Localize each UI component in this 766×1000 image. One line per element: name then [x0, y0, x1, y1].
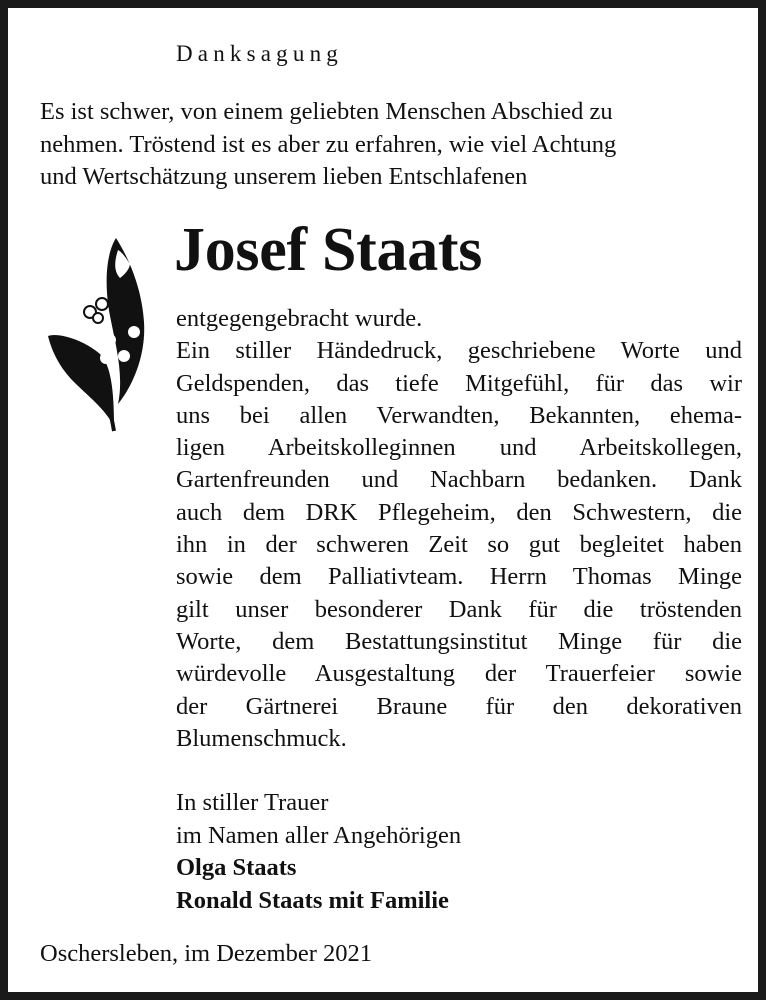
- intro-line: Es ist schwer, von einem geliebten Menschen Abschied zu: [40, 98, 613, 125]
- place-and-date: Oschersleben, im Dezember 2021: [40, 940, 372, 967]
- closing-line: In stiller Trauer: [176, 789, 329, 816]
- deceased-name: Josef Staats: [174, 216, 483, 284]
- notice-heading: Danksagung: [176, 41, 343, 66]
- body-line: Blumenschmuck.: [176, 724, 347, 752]
- body-line: ihn in der schweren Zeit so gut begleitet haben: [176, 531, 742, 559]
- intro-line: und Wertschätzung unserem lieben Entschlafenen: [40, 163, 528, 190]
- body-line: würdevolle Ausgestaltung der Trauerfeier sowie: [176, 660, 742, 688]
- intro-line: nehmen. Tröstend ist es aber zu erfahren, wie viel Achtung: [40, 130, 617, 158]
- body-line: Gartenfreunden und Nachbarn bedanken. Dank: [176, 466, 742, 494]
- signature-block: [176, 787, 461, 917]
- body-line: der Gärtnerei Braune für den dekorativen: [176, 692, 742, 720]
- body-line: uns bei allen Verwandten, Bekannten, ehema-: [176, 401, 742, 429]
- body-line: Ein stiller Händedruck, geschriebene Worte und: [176, 337, 742, 365]
- body-line: auch dem DRK Pflegeheim, den Schwestern, die: [176, 498, 742, 526]
- closing-line: im Namen aller Angehörigen: [176, 821, 462, 849]
- signer-name: Olga Staats: [176, 854, 297, 881]
- gratitude-text: [176, 303, 742, 755]
- intro-text: [40, 96, 742, 194]
- body-line: entgegengebracht wurde.: [176, 305, 423, 332]
- body-line: ligen Arbeitskolleginnen und Arbeitskollegen,: [176, 434, 742, 462]
- body-line: Worte, dem Bestattungsinstitut Minge für die: [176, 627, 742, 655]
- body-line: Geldspenden, das tiefe Mitgefühl, für das wir: [176, 369, 742, 397]
- signer-name: Ronald Staats mit Familie: [176, 886, 449, 914]
- body-line: sowie dem Palliativteam. Herrn Thomas Minge: [176, 563, 742, 591]
- body-line: gilt unser besonderer Dank für die tröstenden: [176, 595, 742, 623]
- lily-of-the-valley-icon: [44, 236, 154, 436]
